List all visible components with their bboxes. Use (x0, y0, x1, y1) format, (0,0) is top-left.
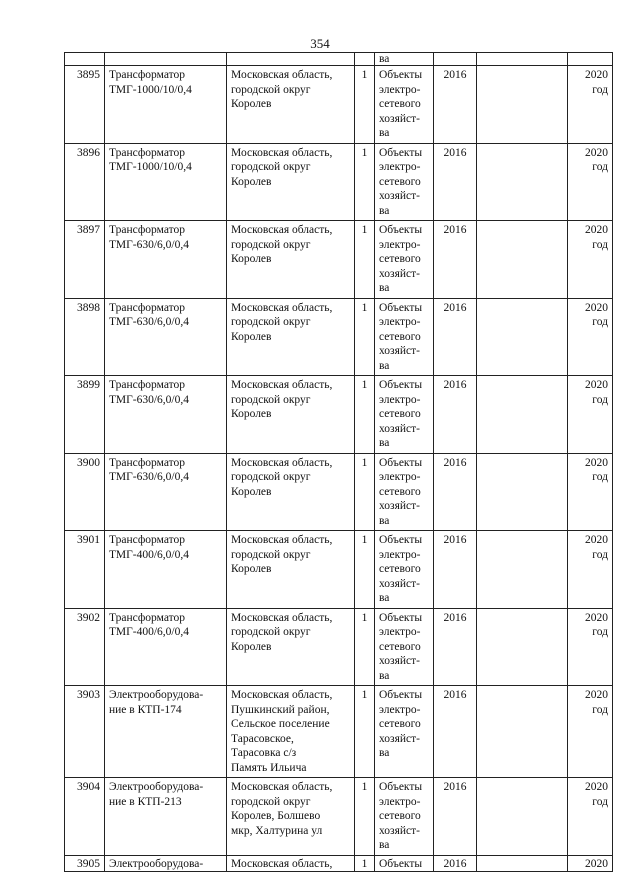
cell-line: ТМГ-1000/10/0,4 (109, 83, 192, 96)
cell-line: год (592, 238, 608, 251)
table-row (65, 453, 613, 531)
row-number: 3905 (65, 855, 105, 872)
cell-line: Московская область, (231, 301, 333, 314)
asset-term (568, 143, 613, 221)
cell-line: Королев (231, 408, 272, 420)
asset-term (568, 531, 613, 609)
cell-line: Московская область, (231, 534, 333, 546)
row-number: 3897 (65, 221, 105, 299)
empty-cell (477, 531, 568, 609)
cell-line: хозяйст- (379, 824, 421, 837)
cell-line: сетевого (379, 408, 421, 420)
cell-line: 2020 (585, 857, 608, 870)
table-row (65, 855, 613, 872)
cell-line: ние в КТП-213 (109, 795, 182, 808)
asset-quantity: 1 (355, 376, 375, 454)
asset-type (375, 376, 434, 454)
cell-line: год (592, 548, 608, 561)
asset-type (375, 298, 434, 376)
cell-line: ва (379, 514, 390, 527)
asset-term (568, 376, 613, 454)
asset-name (105, 66, 227, 144)
asset-year: 2016 (434, 608, 477, 686)
cell-line: хозяйст- (379, 655, 421, 667)
cell-line: городской округ (231, 393, 311, 406)
cell-line: мкр, Халтурина ул (231, 824, 323, 837)
cell-line: хозяйст- (379, 732, 421, 745)
asset-term (568, 778, 613, 856)
asset-location (227, 221, 355, 299)
cell-line: Трансформатор (109, 611, 185, 624)
asset-name (105, 376, 227, 454)
row-number: 3896 (65, 143, 105, 221)
cell-line: Московская область, (231, 781, 333, 793)
cell-line: Объекты (379, 781, 423, 793)
table-row (65, 298, 613, 376)
cell-line: Трансформатор (109, 534, 185, 546)
cell-line: Объекты (379, 301, 423, 314)
cell-line: сетевого (379, 175, 421, 188)
cell-line: Объекты (379, 534, 423, 546)
asset-type (375, 608, 434, 686)
cell-line: ва (379, 747, 390, 759)
empty-cell (477, 376, 568, 454)
asset-type (375, 531, 434, 609)
cell-line: электро- (379, 548, 421, 561)
cell-line: Трансформатор (109, 379, 185, 391)
cell-line: год (592, 795, 608, 808)
asset-name (105, 298, 227, 376)
asset-type (375, 778, 434, 856)
asset-location (227, 66, 355, 144)
cell-line: Московская область, (231, 69, 333, 81)
row-number: 3900 (65, 453, 105, 531)
cell-line: хозяйст- (379, 267, 421, 280)
cell-line: ТМГ-400/6,0/0,4 (109, 548, 189, 561)
cell-line: Объекты (379, 146, 423, 159)
cell-line: сетевого (379, 718, 421, 730)
asset-year: 2016 (434, 143, 477, 221)
table-row (65, 686, 613, 778)
asset-year: 2016 (434, 298, 477, 376)
cell-line: Электрооборудова- (109, 689, 204, 701)
table-row (65, 143, 613, 221)
cell-line: Трансформатор (109, 69, 185, 81)
cell-line: ТМГ-630/6,0/0,4 (109, 238, 189, 251)
asset-type (375, 66, 434, 144)
row-number: 3901 (65, 531, 105, 609)
cell-line: городской округ (231, 316, 311, 328)
cell-line: ТМГ-1000/10/0,4 (109, 161, 192, 173)
cell-line: ва (379, 839, 390, 851)
asset-quantity: 1 (355, 778, 375, 856)
cell-line: 2020 (585, 379, 608, 391)
cell-line: Трансформатор (109, 456, 185, 469)
empty-cell (477, 453, 568, 531)
asset-quantity: 1 (355, 66, 375, 144)
cell-line: ТМГ-400/6,0/0,4 (109, 626, 189, 638)
cell-line: ТМГ-630/6,0/0,4 (109, 316, 189, 328)
asset-term (568, 221, 613, 299)
asset-quantity: 1 (355, 855, 375, 872)
cell-line: Королев, Болшево (231, 810, 321, 822)
asset-name (105, 221, 227, 299)
cell-line: Объекты (379, 689, 423, 701)
cell-line: электро- (379, 471, 421, 483)
table-row (65, 376, 613, 454)
asset-location (227, 531, 355, 609)
empty-cell (477, 686, 568, 778)
asset-year: 2016 (434, 376, 477, 454)
row-number: 3904 (65, 778, 105, 856)
asset-name (105, 453, 227, 531)
cell-line: Сельское поселение (231, 718, 330, 730)
asset-type (375, 686, 434, 778)
cell-line: год (592, 316, 608, 328)
asset-name (105, 531, 227, 609)
cell-line: ва (379, 592, 390, 604)
cell-line: хозяйст- (379, 345, 421, 357)
continuation-row (65, 53, 613, 66)
table-cell (65, 53, 105, 66)
cell-line: Московская область, (231, 689, 333, 701)
asset-location (227, 376, 355, 454)
cell-line: Электрооборудова- (109, 781, 204, 793)
cell-line: электро- (379, 703, 421, 716)
asset-quantity: 1 (355, 453, 375, 531)
cell-line: ва (379, 282, 390, 294)
asset-quantity: 1 (355, 143, 375, 221)
empty-cell (477, 855, 568, 872)
asset-term (568, 298, 613, 376)
cell-line: городской округ (231, 548, 311, 561)
cell-line: ва (379, 204, 390, 217)
page-number: 354 (310, 36, 330, 51)
row-number: 3899 (65, 376, 105, 454)
cell-line: Трансформатор (109, 301, 185, 314)
cell-line: год (592, 471, 608, 483)
cell-line: сетевого (379, 330, 421, 343)
cell-line: 2020 (585, 534, 608, 546)
cell-line: электро- (379, 161, 421, 173)
cell-line: 2020 (585, 611, 608, 624)
cell-line: ва (379, 437, 390, 449)
cell-line: городской округ (231, 161, 311, 173)
asset-term (568, 66, 613, 144)
asset-term (568, 453, 613, 531)
asset-term (568, 855, 613, 872)
asset-name (105, 855, 227, 872)
cell-line: сетевого (379, 98, 421, 110)
asset-year: 2016 (434, 221, 477, 299)
cell-line: городской округ (231, 83, 311, 96)
empty-cell (477, 298, 568, 376)
cell-line: электро- (379, 83, 421, 96)
cell-line: электро- (379, 626, 421, 638)
cell-line: электро- (379, 316, 421, 328)
asset-name (105, 608, 227, 686)
cell-line: 2020 (585, 456, 608, 469)
cell-line: 2020 (585, 146, 608, 159)
asset-year: 2016 (434, 66, 477, 144)
asset-name (105, 778, 227, 856)
cell-line: Королев (231, 98, 272, 110)
cell-line: Королев (231, 640, 272, 653)
cell-line: городской округ (231, 626, 311, 638)
cell-line: Электрооборудова- (109, 857, 204, 870)
cell-line: Тарасовка с/з (231, 747, 297, 759)
cell-line: электро- (379, 238, 421, 251)
cell-line: Тарасовское, (231, 732, 294, 745)
cell-line: 2020 (585, 224, 608, 236)
asset-quantity: 1 (355, 531, 375, 609)
cell-line: сетевого (379, 810, 421, 822)
table-row (65, 778, 613, 856)
table-row (65, 531, 613, 609)
asset-registry-table (64, 52, 613, 872)
cell-line: хозяйст- (379, 190, 421, 202)
cell-line: Московская область, (231, 611, 333, 624)
table-row (65, 221, 613, 299)
cell-line: хозяйст- (379, 112, 421, 125)
asset-year: 2016 (434, 778, 477, 856)
table-cell (434, 53, 477, 66)
asset-quantity: 1 (355, 221, 375, 299)
cell-line: Королев (231, 253, 272, 265)
asset-type (375, 453, 434, 531)
cell-line: городской округ (231, 795, 311, 808)
cell-line: Объекты (379, 611, 423, 624)
cell-line: Объекты (379, 224, 423, 236)
asset-type (375, 221, 434, 299)
cell-line: Объекты (379, 379, 423, 391)
cell-line: электро- (379, 795, 421, 808)
table-cell (568, 53, 613, 66)
cell-line: ние в КТП-174 (109, 703, 182, 716)
row-number: 3903 (65, 686, 105, 778)
table-cell (227, 53, 355, 66)
cell-line: Королев (231, 175, 272, 188)
cell-line: хозяйст- (379, 422, 421, 435)
cell-line: Объекты (379, 456, 423, 469)
cell-line: Королев (231, 485, 272, 498)
cell-line: 2020 (585, 301, 608, 314)
empty-cell (477, 66, 568, 144)
cell-line: ва (379, 359, 390, 372)
asset-quantity: 1 (355, 608, 375, 686)
asset-location (227, 778, 355, 856)
cell-line: год (592, 703, 608, 716)
table-cell (355, 53, 375, 66)
cell-line: год (592, 83, 608, 96)
cell-line: хозяйст- (379, 577, 421, 590)
cell-line: Трансформатор (109, 146, 185, 159)
asset-location (227, 298, 355, 376)
cell-line: год (592, 626, 608, 638)
asset-name (105, 686, 227, 778)
cell-line: ТМГ-630/6,0/0,4 (109, 393, 189, 406)
cell-line: ТМГ-630/6,0/0,4 (109, 471, 189, 483)
empty-cell (477, 778, 568, 856)
asset-quantity: 1 (355, 298, 375, 376)
table-cell (477, 53, 568, 66)
cell-line: Объекты (379, 69, 423, 81)
table-row (65, 608, 613, 686)
cell-line: Королев (231, 563, 272, 575)
cell-line: Пушкинский район, (231, 703, 330, 716)
cell-line: Московская область, (231, 857, 333, 870)
cell-line: сетевого (379, 253, 421, 265)
cell-line: Московская область, (231, 146, 333, 159)
cell-line: Трансформатор (109, 224, 185, 236)
cell-line: ва (379, 127, 390, 139)
cell-line: Московская область, (231, 379, 333, 391)
asset-term (568, 686, 613, 778)
asset-location (227, 608, 355, 686)
empty-cell (477, 221, 568, 299)
empty-cell (477, 608, 568, 686)
row-number: 3895 (65, 66, 105, 144)
cell-line: 2020 (585, 69, 608, 81)
asset-location (227, 453, 355, 531)
asset-quantity: 1 (355, 686, 375, 778)
asset-year: 2016 (434, 686, 477, 778)
cell-line: год (592, 393, 608, 406)
cell-line: городской округ (231, 238, 311, 251)
cell-line: сетевого (379, 563, 421, 575)
asset-term (568, 608, 613, 686)
asset-year: 2016 (434, 453, 477, 531)
cell-line: 2020 (585, 781, 608, 793)
asset-year: 2016 (434, 855, 477, 872)
cell-line: Память Ильича (231, 761, 307, 774)
row-number: 3902 (65, 608, 105, 686)
table-row (65, 66, 613, 144)
asset-type (375, 855, 434, 872)
cell-line: сетевого (379, 640, 421, 653)
asset-location (227, 686, 355, 778)
cell-line: ва (379, 669, 390, 682)
asset-name (105, 143, 227, 221)
cell-line: 2020 (585, 689, 608, 701)
asset-location (227, 143, 355, 221)
asset-location (227, 855, 355, 872)
cell-line: Королев (231, 330, 272, 343)
cell-line: сетевого (379, 485, 421, 498)
asset-type (375, 143, 434, 221)
cell-line: Московская область, (231, 456, 333, 469)
cell-line: Объекты (379, 857, 423, 870)
type-cell: ва (375, 53, 434, 66)
row-number: 3898 (65, 298, 105, 376)
table-cell (105, 53, 227, 66)
cell-line: городской округ (231, 471, 311, 483)
empty-cell (477, 143, 568, 221)
cell-line: электро- (379, 393, 421, 406)
cell-line: год (592, 161, 608, 173)
asset-year: 2016 (434, 531, 477, 609)
cell-line: хозяйст- (379, 500, 421, 512)
cell-line: Московская область, (231, 224, 333, 236)
